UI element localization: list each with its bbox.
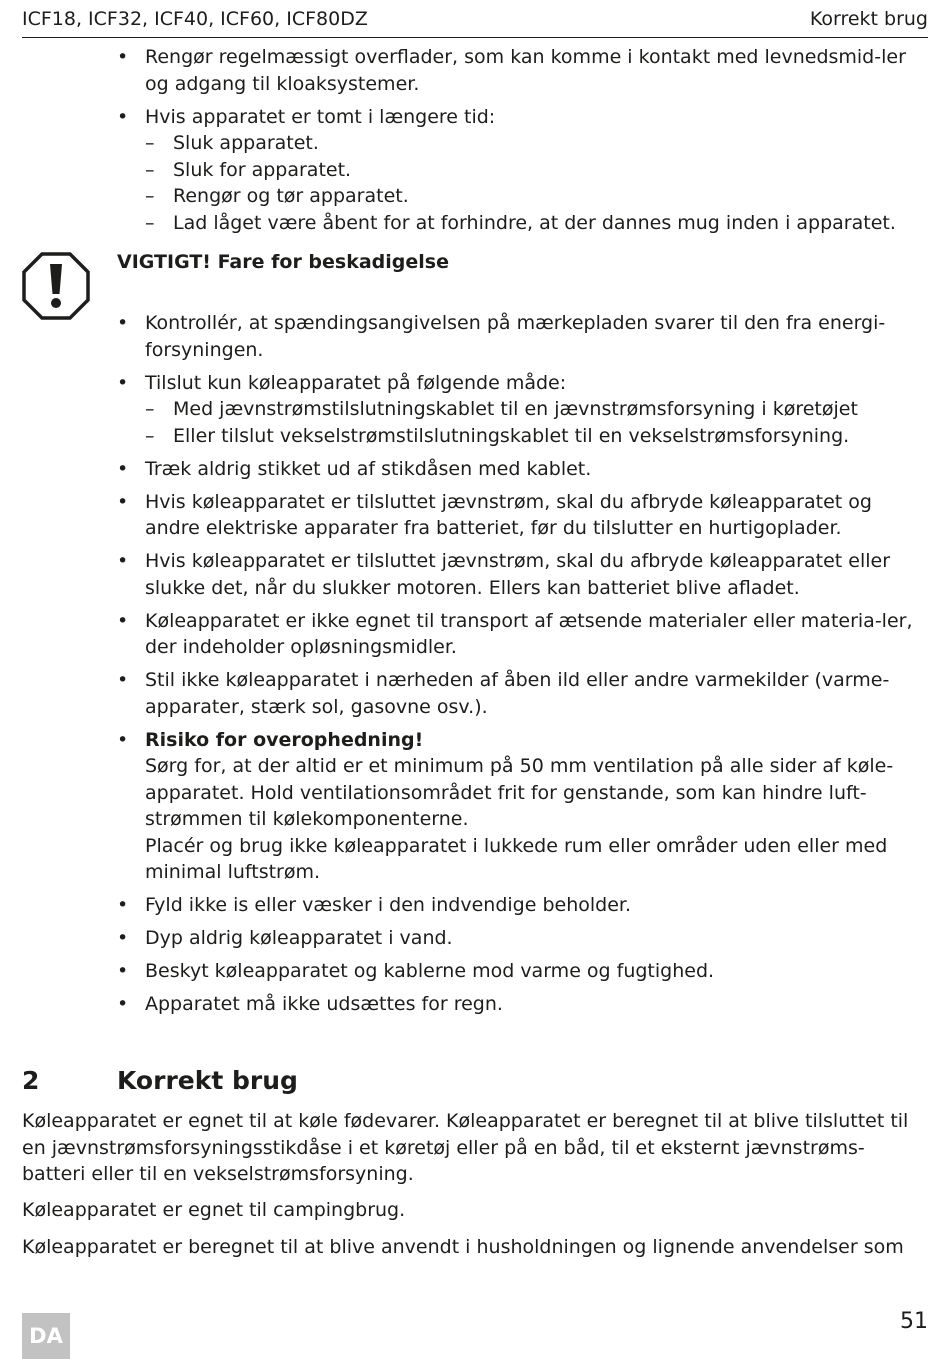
overheating-text: Sørg for, at der altid er et minimum på 50 mm ventilation på alle sider af køle-apparatet. Hold ventilationsområdet frit for genstande, som kan hindre luft-strømmen til kølekomponenterne. [145,755,894,830]
list-item: • Stil ikke køleapparatet i nærheden af åben ild eller andre varmekilder (varme-apparater, stærk sol, gasovne osv.). [117,667,928,720]
warning-octagon-exclamation-icon [22,252,90,320]
top-list-block [117,44,928,243]
list-item: • Rengør regelmæssigt overflader, som kan komme i kontakt med levnedsmid-ler og adgang til kloaksystemer. [117,44,928,97]
list-item: • Apparatet må ikke udsættes for regn. [117,991,928,1018]
list-item: • Hvis køleapparatet er tilsluttet jævnstrøm, skal du afbryde køleapparatet eller slukke det, når du slukker motoren. Ellers kan batteriet blive afladet. [117,548,928,601]
header-models: ICF18, ICF32, ICF40, ICF60, ICF80DZ [22,8,368,30]
page-header [22,7,928,38]
overheating-text-2: Placér og brug ikke køleapparatet i lukkede rum eller områder uden eller med minimal luftstrøm. [145,834,888,883]
sub-list-item: – Eller tilslut vekselstrømstilslutningskablet til en vekselstrømsforsyning. [145,423,928,450]
list-item-text: Tilslut kun køleapparatet på følgende måde: [145,371,567,394]
sub-list-item: – Sluk apparatet. [145,130,928,157]
sub-list [145,396,928,449]
list-item: • Hvis køleapparatet er tilsluttet jævnstrøm, skal du afbryde køleapparatet og andre elektriske apparater fra batteriet, før du tilslutter en hurtigoplader. [117,489,928,542]
list-item: • Træk aldrig stikket ud af stikdåsen med kablet. [117,456,928,483]
list-item: • Køleapparatet er ikke egnet til transport af ætsende materialer eller materia-ler, der indeholder opløsningsmidler. [117,608,928,661]
notice-bullet-list [117,310,928,1018]
list-item: • Kontrollér, at spændingsangivelsen på mærkepladen svarer til den fra energi-forsyningen. [117,310,928,363]
list-item: • Beskyt køleapparatet og kablerne mod varme og fugtighed. [117,958,928,985]
top-bullet-list [117,44,928,236]
section-paragraph: Køleapparatet er egnet til campingbrug. [22,1199,406,1221]
section-paragraph: Køleapparatet er beregnet til at blive anvendt i husholdningen og lignende anvendelser som [22,1236,904,1258]
overheating-title: Risiko for overophedning! [145,728,424,751]
list-item: • Fyld ikke is eller væsker i den indvendige beholder. [117,892,928,919]
sub-list-item: – Sluk for apparatet. [145,157,928,184]
list-item: • Dyp aldrig køleapparatet i vand. [117,925,928,952]
sub-list-item: – Lad låget være åbent for at forhindre, at der dannes mug inden i apparatet. [145,210,928,237]
section-paragraph: Køleapparatet er egnet til at køle fødevarer. Køleapparatet er beregnet til at blive tilsluttet til en jævnstrømsforsyningsstikdåse i et køretøj eller på en båd, til et eksternt jævnstrøms-batteri eller til en vekselstrømsforsyning. [22,1110,909,1185]
list-item [117,370,928,450]
list-item-text: Hvis apparatet er tomt i længere tid: [145,105,496,128]
page-number: 51 [900,1309,928,1334]
language-badge: DA [22,1313,70,1359]
sub-list-item: – Rengør og tør apparatet. [145,183,928,210]
notice-list-block [117,310,928,1024]
header-section: Korrekt brug [809,8,928,30]
notice-title: VIGTIGT! Fare for beskadigelse [117,251,449,273]
section-number: 2 [22,1066,40,1095]
list-item [117,727,928,886]
sub-list [145,130,928,236]
list-item [117,104,928,237]
sub-list-item: – Med jævnstrømstilslutningskablet til en jævnstrømsforsyning i køretøjet [145,396,928,423]
section-title: Korrekt brug [117,1066,298,1095]
